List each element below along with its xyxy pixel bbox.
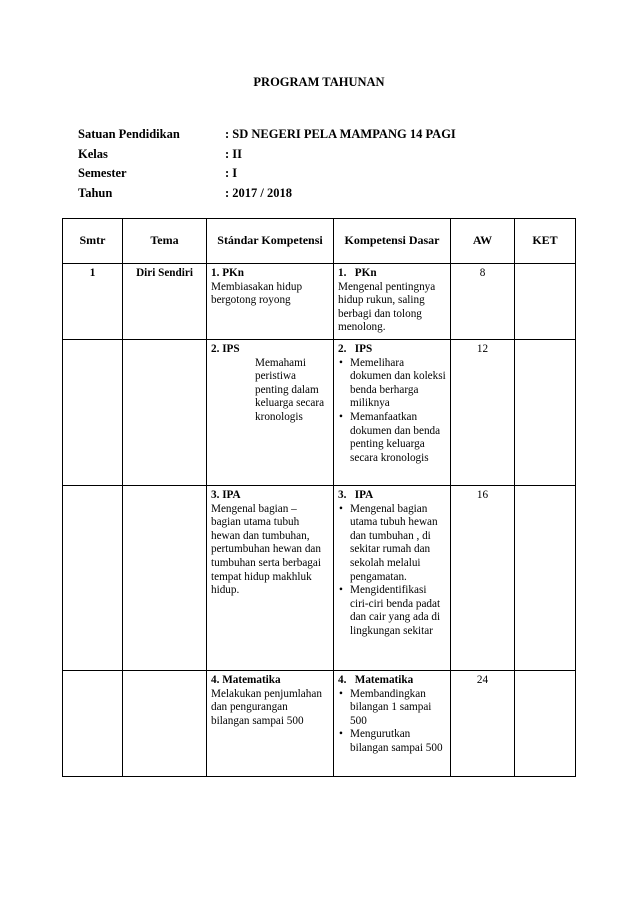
- header-tema: Tema: [123, 219, 207, 264]
- kd-title: 3. IPA: [338, 489, 374, 501]
- info-row-school: [78, 125, 456, 145]
- kd-text: Mengenal pentingnya hidup rukun, saling berbagi dan tolong menolong.: [338, 280, 436, 334]
- info-label: Semester: [78, 166, 127, 180]
- kd-bullet: • Memelihara dokumen dan koleksi benda berharga miliknya: [338, 357, 446, 411]
- sk-text: Melakukan penjumlahan dan pengurangan bilangan sampai 500: [211, 687, 322, 727]
- sk-text: Mengenal bagian – bagian utama tubuh hewan dan tumbuhan, pertumbuhan hewan dan tumbuhan serta berbagai tempat hidup makhluk hidup.: [211, 502, 321, 597]
- cell-tema: [123, 486, 207, 671]
- info-row-class: [78, 145, 456, 165]
- sk-title: 1. PKn: [211, 267, 244, 279]
- cell-smtr: [63, 486, 123, 671]
- cell-kompetensi-dasar: [334, 340, 451, 486]
- kd-bullet-list: [338, 503, 446, 639]
- kd-bullet-list: [338, 688, 446, 756]
- info-value: : SD NEGERI PELA MAMPANG 14 PAGI: [225, 127, 456, 141]
- cell-kompetensi-dasar: [334, 486, 451, 671]
- header-ket: KET: [515, 219, 576, 264]
- info-row-semester: [78, 164, 456, 184]
- info-row-year: [78, 184, 456, 204]
- kd-bullet: • Mengurutkan bilangan sampai 500: [338, 728, 446, 755]
- header-kompetensi-dasar: Kompetensi Dasar: [334, 219, 451, 264]
- page-title: PROGRAM TAHUNAN: [253, 75, 385, 89]
- info-label: Satuan Pendidikan: [78, 127, 180, 141]
- cell-smtr: [63, 671, 123, 777]
- info-label: Tahun: [78, 185, 113, 200]
- header-aw: AW: [451, 219, 515, 264]
- annual-program-table: [62, 218, 576, 777]
- cell-kompetensi-dasar: [334, 671, 451, 777]
- cell-aw: 24: [451, 671, 515, 777]
- cell-ket: [515, 671, 576, 777]
- cell-ket: [515, 264, 576, 340]
- kd-title: 1. PKn: [338, 267, 377, 279]
- cell-tema: [123, 671, 207, 777]
- kd-bullet-list: [338, 357, 446, 466]
- table-row: [63, 340, 576, 486]
- cell-ket: [515, 486, 576, 671]
- table-row: [63, 486, 576, 671]
- cell-standar-kompetensi: [207, 264, 334, 340]
- info-value: : II: [225, 146, 243, 161]
- cell-standar-kompetensi: [207, 340, 334, 486]
- cell-standar-kompetensi: [207, 486, 334, 671]
- sk-title: 3. IPA: [211, 489, 241, 501]
- cell-ket: [515, 340, 576, 486]
- kd-bullet: • Mengidentifikasi ciri-ciri benda padat dan cair yang ada di lingkungan sekitar: [338, 584, 446, 638]
- cell-smtr: 1: [63, 264, 123, 340]
- info-value: : 2017 / 2018: [225, 185, 293, 200]
- cell-smtr: [63, 340, 123, 486]
- cell-aw: 16: [451, 486, 515, 671]
- kd-bullet: • Memanfaatkan dokumen dan benda penting keluarga secara kronologis: [338, 411, 446, 465]
- cell-aw: 8: [451, 264, 515, 340]
- info-value: : I: [225, 166, 238, 180]
- cell-standar-kompetensi: [207, 671, 334, 777]
- kd-bullet: • Membandingkan bilangan 1 sampai 500: [338, 688, 446, 729]
- table-header-row: [63, 219, 576, 264]
- header-standar-kompetensi: Stándar Kompetensi: [207, 219, 334, 264]
- sk-text: Membiasakan hidup bergotong royong: [211, 280, 303, 307]
- kd-title: 2. IPS: [338, 343, 373, 355]
- sk-text: Memahami peristiwa penting dalam keluarga secara kronologis: [255, 356, 325, 423]
- info-label: Kelas: [78, 146, 108, 161]
- table-row: [63, 671, 576, 777]
- cell-aw: 12: [451, 340, 515, 486]
- cell-tema: Diri Sendiri: [123, 264, 207, 340]
- cell-kompetensi-dasar: [334, 264, 451, 340]
- school-info: [78, 125, 456, 203]
- kd-title: 4. Matematika: [338, 674, 414, 686]
- header-smtr: Smtr: [63, 219, 123, 264]
- sk-title: 2. IPS: [211, 343, 240, 355]
- table-row: [63, 264, 576, 340]
- sk-title: 4. Matematika: [211, 674, 281, 686]
- kd-bullet: • Mengenal bagian utama tubuh hewan dan tumbuhan , di sekitar rumah dan sekolah melalui pengamatan.: [338, 503, 446, 585]
- cell-tema: [123, 340, 207, 486]
